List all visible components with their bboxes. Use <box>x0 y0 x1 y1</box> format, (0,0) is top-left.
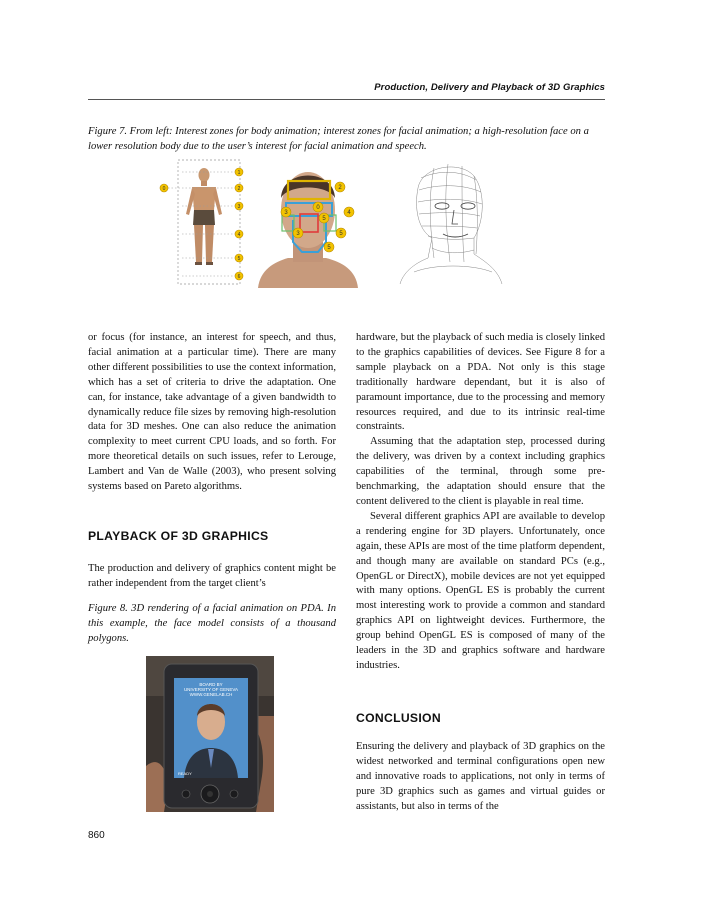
figure-7-image <box>88 158 605 288</box>
pda-screen-status: READY <box>178 771 192 776</box>
body-paragraph: The production and delivery of graphics content might be rather independent from the target client’s <box>88 563 336 589</box>
face-zones-panel <box>258 172 358 288</box>
body-paragraph: Ensuring the delivery and playback of 3D graphics on the widest networked and terminal configurations open new and innovative roads to applications, not only in terms of pure 3D graphics such as games and virtual guides or assistants, but also in terms of the <box>356 741 605 812</box>
figure-8-image <box>146 656 274 812</box>
face-zone-number: 4 <box>347 210 351 216</box>
face-zone-number: 3 <box>296 231 300 237</box>
left-column-text-2 <box>88 562 336 592</box>
section-heading-conclusion: CONCLUSION <box>356 711 441 725</box>
left-column-text <box>88 331 336 495</box>
face-zone-number: 5 <box>322 216 326 222</box>
body-zone-number: 6 <box>237 274 241 280</box>
running-title: Production, Delivery and Playback of 3D Graphics <box>374 82 605 93</box>
pda-screen-text: WWW.GENELAB.CH <box>189 692 233 697</box>
wireframe-head-panel <box>400 164 502 284</box>
pda-screen-text: BOARD BY <box>199 682 223 687</box>
body-zone-number: 0 <box>162 186 166 192</box>
face-zone-number: 5 <box>327 245 331 251</box>
body-zone-number: 2 <box>237 186 241 192</box>
section-heading-playback: PLAYBACK OF 3D GRAPHICS <box>88 529 269 543</box>
page-number: 860 <box>88 830 105 841</box>
face-zone-number: 0 <box>316 205 320 211</box>
figure-8-caption: Figure 8. 3D rendering of a facial animation on PDA. In this example, the face model consists of a thousand polygons. <box>88 603 336 644</box>
body-zone-number: 5 <box>237 256 241 262</box>
header-rule <box>88 99 605 100</box>
body-zone-number: 4 <box>237 232 241 238</box>
figure-7-caption: Figure 7. From left: Interest zones for body animation; interest zones for facial animation; a high-resolution face on a lower resolution body due to the user’s interest for facial animation and speech. <box>88 126 589 152</box>
face-zone-number: 5 <box>339 231 343 237</box>
body-zone-number: 3 <box>237 204 241 210</box>
pda-screen-text: UNIVERSITY OF GENEVA <box>183 687 239 692</box>
face-zone-number: 2 <box>338 185 342 191</box>
body-paragraph: or focus (for instance, an interest for speech, and thus, facial animation at a particular time). There are many other different possibilities to use the context information, which has a set of criteria to drive the adaptation. One can, for instance, take advantage of a given bandwidth to dynamically reduce file sizes by removing high-resolution data for 3D meshes. One can also reduce the animation complexity to meet current CPU loads, and so forth. For more theoretical details on such issues, refer to Lerouge, Lambert and Van de Walle (2003), who present solving systems based on Pareto algorithms. <box>88 332 336 493</box>
right-column-text-2 <box>356 740 605 815</box>
body-zone-number: 1 <box>237 170 241 176</box>
body-paragraph: Assuming that the adaptation step, processed during the delivery, was driven by a context including graphics capabilities of the terminal, through some pre-benchmarking, the adaptation should ensure that the content delivered to the client is playable in real time. <box>356 436 605 507</box>
body-paragraph: hardware, but the playback of such media is closely linked to the graphics capabilities of devices. See Figure 8 for a sample playback on a PDA. Not only is this stage traditionally hardware dependant, but it is also of paramount importance, due to the processing and memory resources required, and due to its intrinsic real-time constraints. <box>356 332 605 433</box>
body-zones-panel <box>160 160 243 284</box>
face-zone-number: 3 <box>284 210 288 216</box>
right-column-text <box>356 331 605 674</box>
body-paragraph: Several different graphics API are available to develop a rendering engine for 3D players. Unfortunately, once again, these APIs are most of the time platform dependent, and though many are available on standard PCs (e.g., OpenGL or DirectX), mobile devices are not yet equipped with many options. OpenGL ES is probably the current most interesting work to provide a common and standard graphics API on lightweight devices. Furthermore, the group behind OpenGL ES is composed of many of the leaders in the 3D and graphics software and hardware industries. <box>356 510 605 671</box>
